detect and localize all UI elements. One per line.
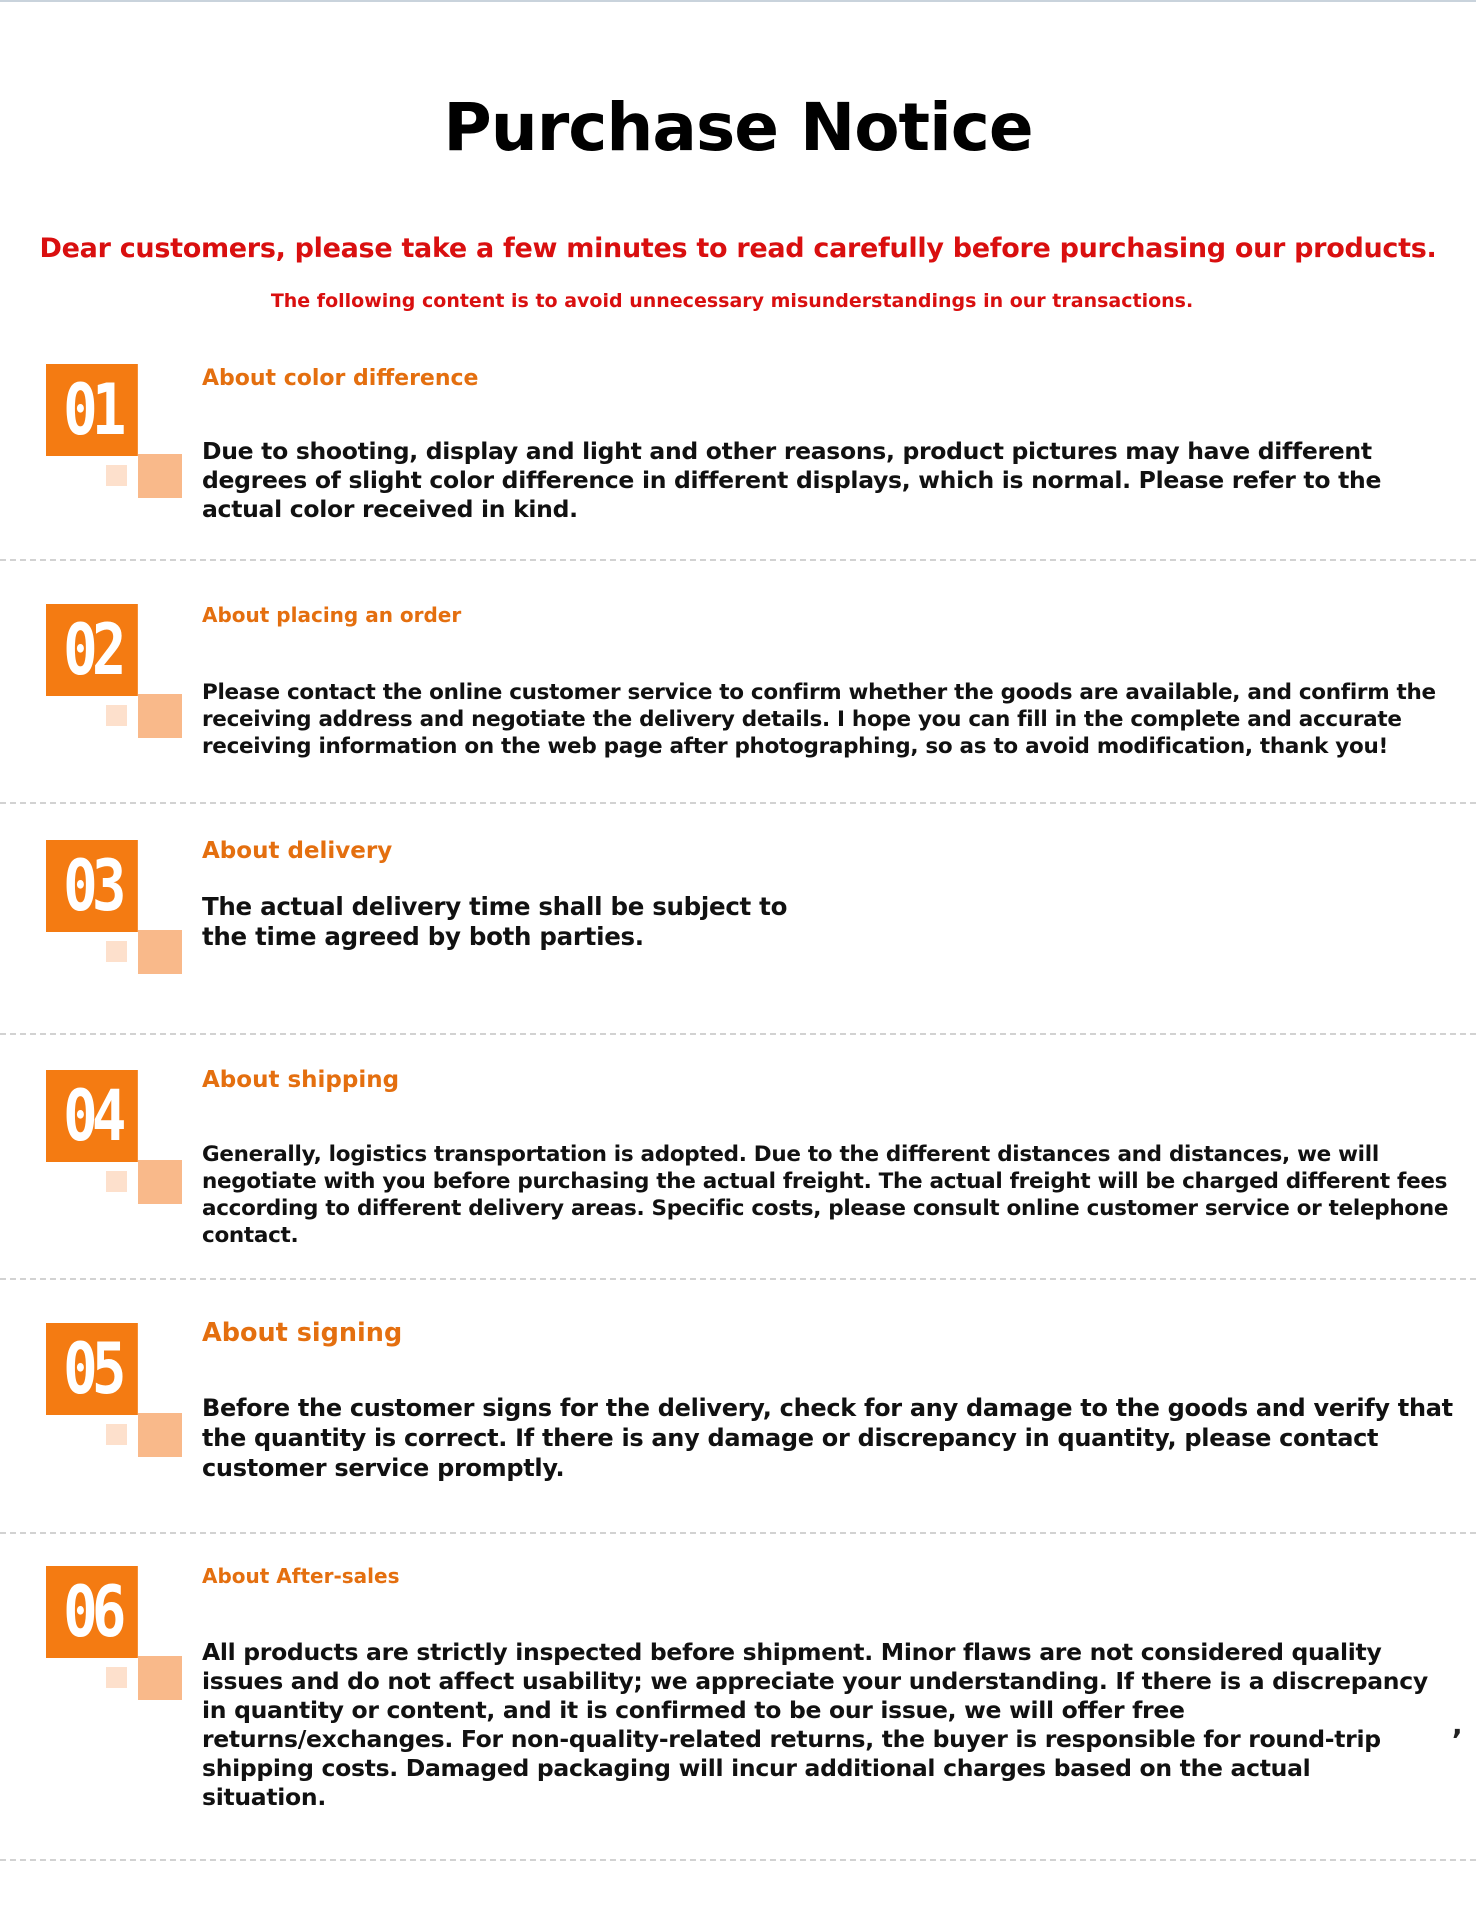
decorative-square-small bbox=[106, 1424, 127, 1445]
decorative-square-small bbox=[106, 705, 127, 726]
section-body: Generally, logistics transportation is adopted. Due to the different distances and distances, we will negotiate with you before purchasing the actual freight. The actual freight will be charged different fees according to different delivery areas. Specific costs, please consult online customer service or telephone contact. bbox=[202, 1142, 1449, 1248]
decorative-square-large bbox=[138, 1413, 182, 1457]
stray-comma: , bbox=[1452, 1708, 1463, 1741]
intro-text: Dear customers, please take a few minutes to read carefully before purchasing our products. bbox=[39, 233, 1437, 264]
section-number-badge: 05 bbox=[46, 1323, 138, 1415]
section-title: About color difference bbox=[202, 366, 479, 391]
section-title: About signing bbox=[202, 1318, 403, 1348]
section-divider bbox=[0, 1532, 1476, 1534]
decorative-square-large bbox=[138, 1160, 182, 1204]
section-title: About placing an order bbox=[202, 603, 462, 627]
section-divider bbox=[0, 559, 1476, 561]
section-body: Due to shooting, display and light and other reasons, product pictures may have different degrees of slight color difference in different displays, which is normal. Please refer to the actual color received in kind. bbox=[202, 437, 1382, 523]
section-body: Please contact the online customer service to confirm whether the goods are available, and confirm the receiving address and negotiate the delivery details. I hope you can fill in the complete and accurate receiving information on the web page after photographing, so as to avoid modification, thank you! bbox=[202, 680, 1436, 759]
section-number-badge: 01 bbox=[46, 364, 138, 456]
section-number-badge: 06 bbox=[46, 1566, 138, 1658]
decorative-square-small bbox=[106, 941, 127, 962]
section-number-badge: 02 bbox=[46, 604, 138, 696]
section-title: About shipping bbox=[202, 1067, 400, 1093]
sub-intro-text: The following content is to avoid unnecessary misunderstandings in our transactions. bbox=[270, 290, 1194, 312]
page-title: Purchase Notice bbox=[443, 89, 1033, 166]
section-divider bbox=[0, 1859, 1476, 1861]
section-body: The actual delivery time shall be subject to the time agreed by both parties. bbox=[202, 892, 788, 951]
section-title: About delivery bbox=[202, 838, 393, 864]
decorative-square-small bbox=[106, 1667, 127, 1688]
section-number-badge: 03 bbox=[46, 840, 138, 932]
section-number-badge: 04 bbox=[46, 1070, 138, 1162]
decorative-square-large bbox=[138, 930, 182, 974]
decorative-square-large bbox=[138, 454, 182, 498]
decorative-square-large bbox=[138, 694, 182, 738]
section-divider bbox=[0, 802, 1476, 804]
section-divider bbox=[0, 1033, 1476, 1035]
decorative-square-small bbox=[106, 1171, 127, 1192]
section-divider bbox=[0, 1278, 1476, 1280]
decorative-square-large bbox=[138, 1656, 182, 1700]
section-title: About After-sales bbox=[202, 1564, 400, 1588]
decorative-square-small bbox=[106, 465, 127, 486]
section-body: Before the customer signs for the delivery, check for any damage to the goods and verify that the quantity is correct. If there is any damage or discrepancy in quantity, please contact customer service promptly. bbox=[202, 1394, 1453, 1482]
section-body: All products are strictly inspected before shipment. Minor flaws are not considered quality issues and do not affect usability; we appreciate your understanding. If there is a discrepancy in quantity or content, and it is confirmed to be our issue, we will offer free returns/exchanges. For non-quality-related returns, the buyer is responsible for round-trip shipping costs. Damaged packaging will incur additional charges based on the actual situation. bbox=[202, 1638, 1428, 1811]
top-rule bbox=[0, 0, 1476, 2]
